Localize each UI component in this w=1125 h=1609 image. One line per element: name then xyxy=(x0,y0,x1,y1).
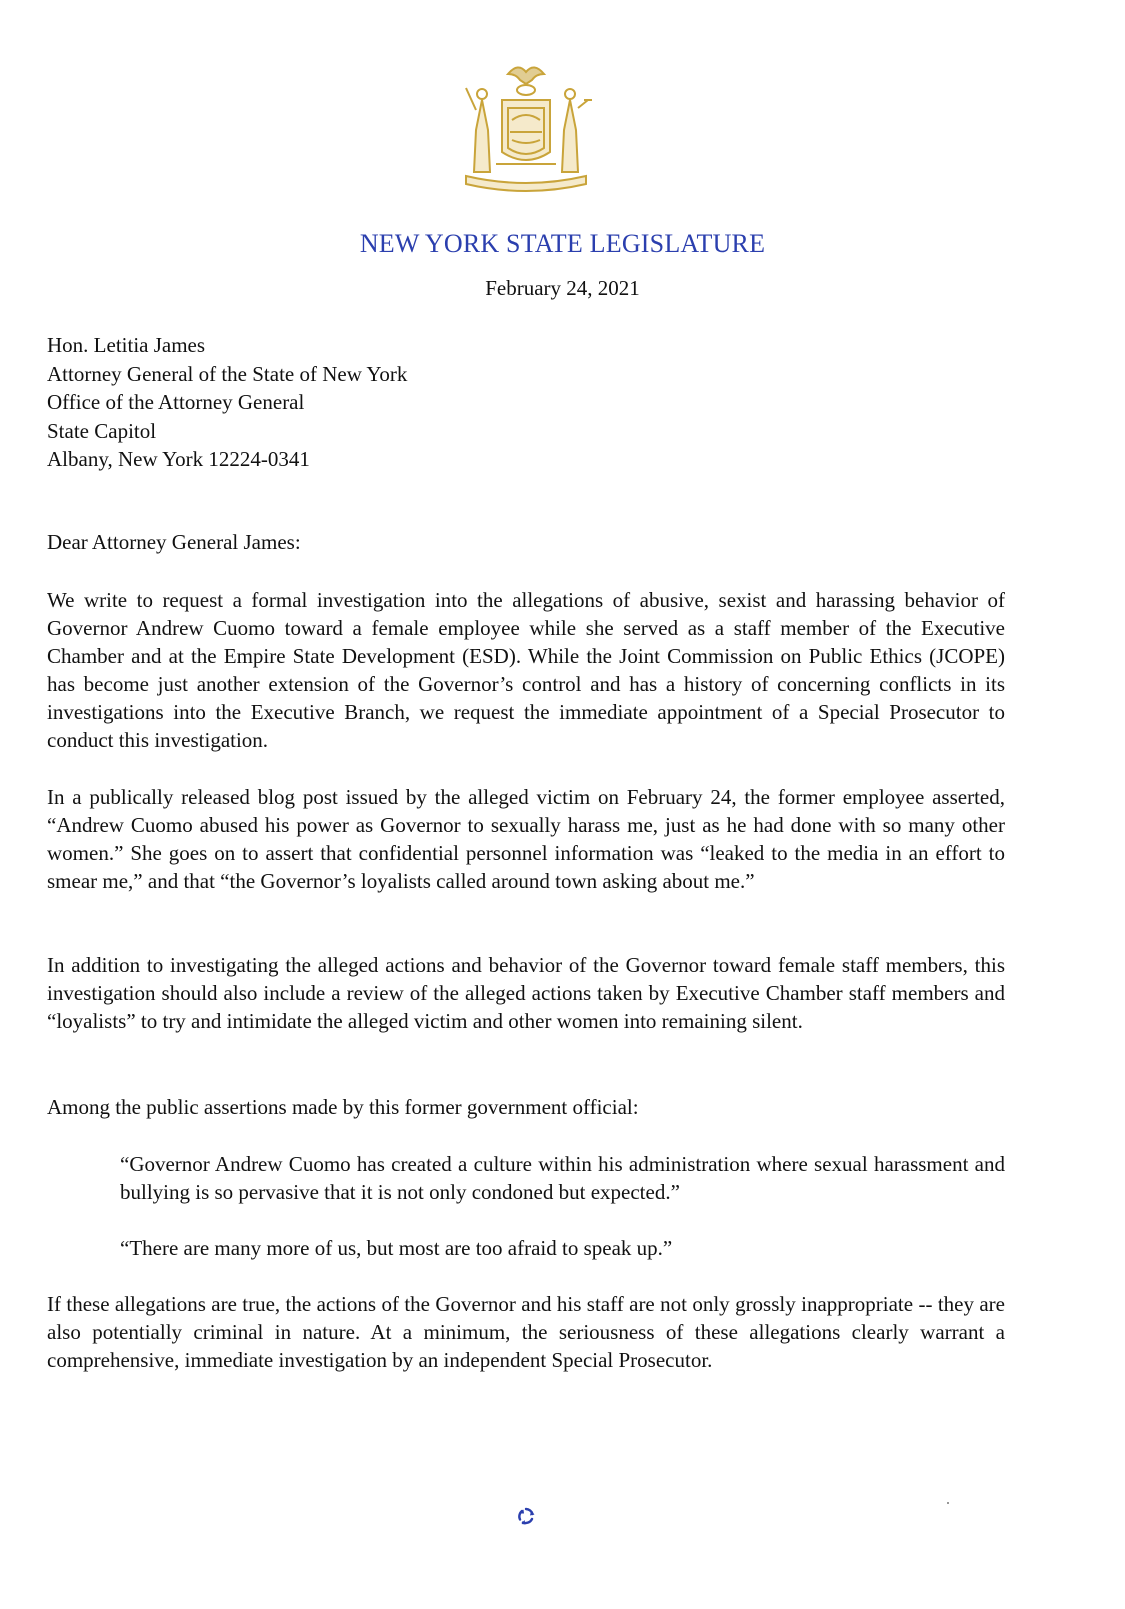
recycle-icon xyxy=(515,1505,537,1527)
body-paragraph-4: Among the public assertions made by this former government official: xyxy=(47,1095,639,1119)
block-quote-1: “Governor Andrew Cuomo has created a culture within his administration where sexual harassment and bullying is so pervasive that it is not only condoned but expected.” xyxy=(120,1152,1005,1204)
recipient-line: Hon. Letitia James xyxy=(47,333,206,357)
recipient-line: Albany, New York 12224-0341 xyxy=(47,447,310,471)
body-paragraph-2: In a publically released blog post issued by the alleged victim on February 24, the former employee asserted, “Andrew Cuomo abused his power as Governor to sexually harass me, just as he had done with so many other women.” She goes on to assert that confidential personnel information was “leaked to the media in an effort to smear me,” and that “the Governor’s loyalists called around town asking about me.” xyxy=(47,785,1005,893)
organization-name: NEW YORK STATE LEGISLATURE xyxy=(359,229,766,258)
seal-icon xyxy=(456,60,596,198)
recipient-line: Attorney General of the State of New York xyxy=(47,361,408,386)
body-paragraph-1: We write to request a formal investigation into the allegations of abusive, sexist and harassing behavior of Governor Andrew Cuomo toward a female employee while she served as a staff member of the Executive Chamber and at the Empire State Development (ESD). While the Joint Commission on Public Ethics (JCOPE) has become just another extension of the Governor’s control and has a history of concerning conflicts in its investigations into the Executive Branch, we request the immediate appointment of a Special Prosecutor to conduct this investigation. xyxy=(47,588,1005,752)
salutation: Dear Attorney General James: xyxy=(47,530,301,554)
letter-date: February 24, 2021 xyxy=(485,276,640,300)
body-paragraph-3: In addition to investigating the alleged actions and behavior of the Governor toward female staff members, this investigation should also include a review of the alleged actions taken by Executive Chamber staff members and “loyalists” to try and intimidate the alleged victim and other women into remaining silent. xyxy=(47,953,1005,1033)
recipient-line: State Capitol xyxy=(47,418,157,443)
recipient-line: Office of the Attorney General xyxy=(47,390,305,414)
block-quote-2: “There are many more of us, but most are too afraid to speak up.” xyxy=(120,1236,673,1260)
body-paragraph-5: If these allegations are true, the actions of the Governor and his staff are not only grossly inappropriate -- they are also potentially criminal in nature. At a minimum, the seriousness of these allegations clearly warrant a comprehensive, immediate investigation by an independent Special Prosecutor. xyxy=(47,1292,1005,1372)
scan-speck xyxy=(947,1502,949,1504)
recipient-address xyxy=(47,331,407,474)
